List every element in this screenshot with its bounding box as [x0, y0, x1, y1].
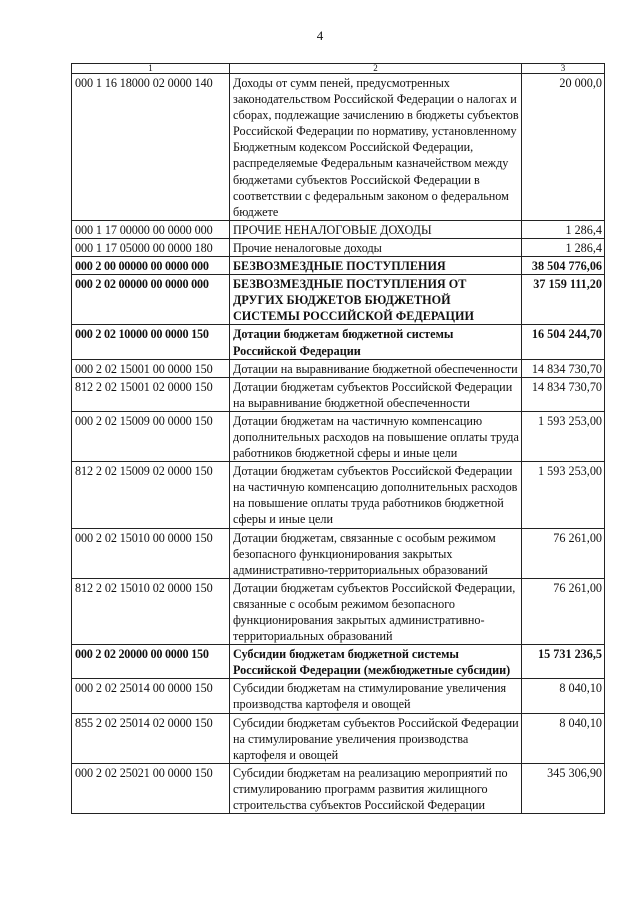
- table-row: [72, 377, 605, 411]
- budget-code-cell: 000 2 02 15009 00 0000 150: [72, 411, 230, 461]
- revenue-name-cell: Субсидии бюджетам бюджетной системы Российской Федерации (межбюджетные субсидии): [230, 645, 522, 679]
- amount-cell: 1 593 253,00: [522, 411, 605, 461]
- budget-code-cell: 000 2 02 15001 00 0000 150: [72, 359, 230, 377]
- amount-cell: 38 504 776,06: [522, 257, 605, 275]
- budget-code-cell: 000 1 17 05000 00 0000 180: [72, 238, 230, 256]
- revenue-name-cell: Субсидии бюджетам на реализацию мероприятий по стимулированию программ развития жилищного строительства субъектов Российской Федерации: [230, 763, 522, 813]
- table-row: [72, 257, 605, 275]
- budget-code-cell: 000 2 02 20000 00 0000 150: [72, 645, 230, 679]
- amount-cell: 14 834 730,70: [522, 377, 605, 411]
- revenue-name-cell: БЕЗВОЗМЕЗДНЫЕ ПОСТУПЛЕНИЯ ОТ ДРУГИХ БЮДЖЕТОВ БЮДЖЕТНОЙ СИСТЕМЫ РОССИЙСКОЙ ФЕДЕРАЦИИ: [230, 275, 522, 325]
- table-row: [72, 74, 605, 221]
- budget-code-cell: 000 1 16 18000 02 0000 140: [72, 74, 230, 221]
- amount-cell: 1 593 253,00: [522, 462, 605, 528]
- budget-code-cell: 000 2 02 25014 00 0000 150: [72, 679, 230, 713]
- amount-cell: 16 504 244,70: [522, 325, 605, 359]
- revenue-name-cell: Дотации бюджетам субъектов Российской Федерации, связанные с особым режимом безопасного функционирования закрытых административно-территориальных образований: [230, 578, 522, 644]
- table-row: [72, 325, 605, 359]
- column-header-3: 3: [522, 64, 605, 74]
- budget-code-cell: 812 2 02 15001 02 0000 150: [72, 377, 230, 411]
- table-row: [72, 238, 605, 256]
- revenue-name-cell: Прочие неналоговые доходы: [230, 238, 522, 256]
- amount-cell: 20 000,0: [522, 74, 605, 221]
- amount-cell: 76 261,00: [522, 578, 605, 644]
- amount-cell: 15 731 236,5: [522, 645, 605, 679]
- table-row: [72, 411, 605, 461]
- amount-cell: 76 261,00: [522, 528, 605, 578]
- table-row: [72, 578, 605, 644]
- table-body: [72, 74, 605, 814]
- revenue-name-cell: Дотации бюджетам субъектов Российской Федерации на частичную компенсацию дополнительных расходов на повышение оплаты труда работников бюджетной сферы и иные цели: [230, 462, 522, 528]
- revenue-name-cell: Дотации бюджетам субъектов Российской Федерации на выравнивание бюджетной обеспеченности: [230, 377, 522, 411]
- table-row: [72, 220, 605, 238]
- amount-cell: 1 286,4: [522, 238, 605, 256]
- budget-code-cell: 000 2 02 25021 00 0000 150: [72, 763, 230, 813]
- budget-code-cell: 000 2 02 15010 00 0000 150: [72, 528, 230, 578]
- revenue-name-cell: Дотации бюджетам, связанные с особым режимом безопасного функционирования закрытых административно-территориальных образований: [230, 528, 522, 578]
- table-row: [72, 713, 605, 763]
- budget-code-cell: 000 1 17 00000 00 0000 000: [72, 220, 230, 238]
- table-row: [72, 462, 605, 528]
- revenue-name-cell: Дотации на выравнивание бюджетной обеспеченности: [230, 359, 522, 377]
- column-number-row: [72, 64, 605, 74]
- budget-code-cell: 855 2 02 25014 02 0000 150: [72, 713, 230, 763]
- table-row: [72, 679, 605, 713]
- budget-code-cell: 812 2 02 15009 02 0000 150: [72, 462, 230, 528]
- amount-cell: 345 306,90: [522, 763, 605, 813]
- revenue-name-cell: Дотации бюджетам на частичную компенсацию дополнительных расходов на повышение оплаты труда работников бюджетной сферы и иные цели: [230, 411, 522, 461]
- amount-cell: 8 040,10: [522, 713, 605, 763]
- budget-code-cell: 000 2 00 00000 00 0000 000: [72, 257, 230, 275]
- budget-code-cell: 000 2 02 00000 00 0000 000: [72, 275, 230, 325]
- revenue-name-cell: Субсидии бюджетам на стимулирование увеличения производства картофеля и овощей: [230, 679, 522, 713]
- budget-revenue-table: [71, 63, 605, 814]
- table-row: [72, 528, 605, 578]
- column-header-1: 1: [72, 64, 230, 74]
- revenue-name-cell: Субсидии бюджетам субъектов Российской Федерации на стимулирование увеличения производства картофеля и овощей: [230, 713, 522, 763]
- amount-cell: 37 159 111,20: [522, 275, 605, 325]
- table-row: [72, 645, 605, 679]
- revenue-name-cell: ПРОЧИЕ НЕНАЛОГОВЫЕ ДОХОДЫ: [230, 220, 522, 238]
- amount-cell: 8 040,10: [522, 679, 605, 713]
- amount-cell: 1 286,4: [522, 220, 605, 238]
- budget-code-cell: 000 2 02 10000 00 0000 150: [72, 325, 230, 359]
- revenue-name-cell: БЕЗВОЗМЕЗДНЫЕ ПОСТУПЛЕНИЯ: [230, 257, 522, 275]
- amount-cell: 14 834 730,70: [522, 359, 605, 377]
- table-row: [72, 359, 605, 377]
- revenue-name-cell: Дотации бюджетам бюджетной системы Российской Федерации: [230, 325, 522, 359]
- table-row: [72, 763, 605, 813]
- page-number: 4: [316, 28, 324, 43]
- column-header-2: 2: [230, 64, 522, 74]
- budget-code-cell: 812 2 02 15010 02 0000 150: [72, 578, 230, 644]
- revenue-name-cell: Доходы от сумм пеней, предусмотренных законодательством Российской Федерации о налогах и сборах, подлежащие зачислению в бюджеты субъектов Российской Федерации по нормативу, установленному Бюджетным кодексом Российской Федерации, распределяемые Федеральным казначейством между бюджетами субъектов Российской Федерации в соответствии с федеральным законом о федеральном бюджете: [230, 74, 522, 221]
- table-row: [72, 275, 605, 325]
